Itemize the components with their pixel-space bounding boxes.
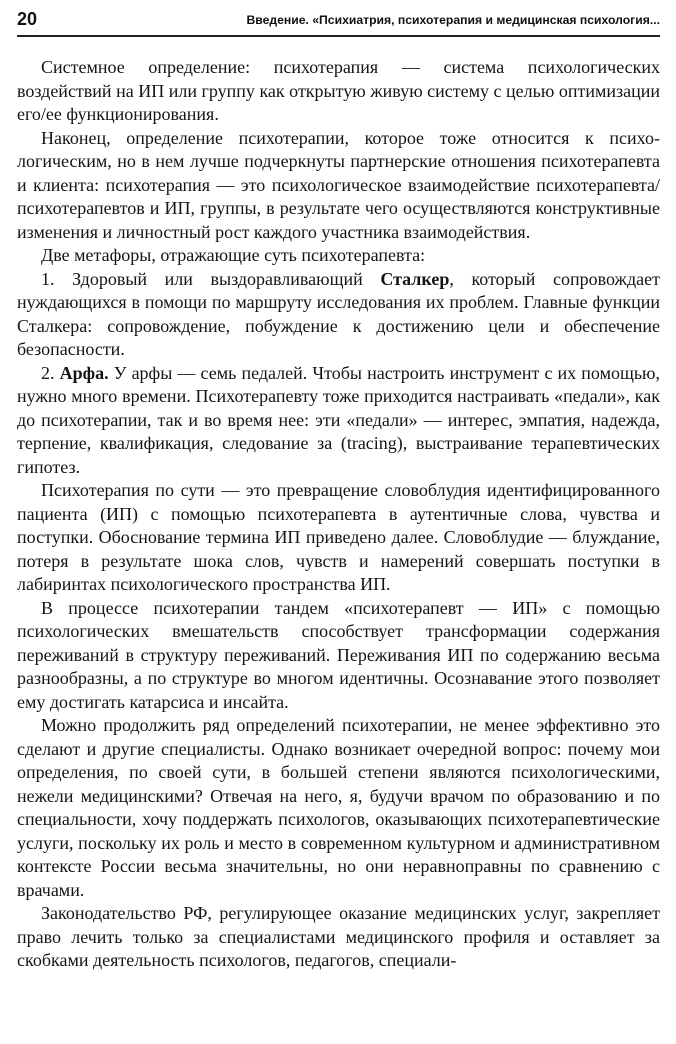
paragraph-suffix: , который сопровождает нуждающихся в помощи по маршруту исследования их проблем. Главные функции Сталкера: сопровождение, побуждение к достижению цели и обеспечение безопасности. <box>17 268 660 359</box>
paragraph: Законодательство РФ, регулирующее оказание медицинских услуг, закрепляет право лечить только за специалистами медицинского профиля и оставляет за скобками деятельность психологов, педагогов, специали- <box>17 903 660 970</box>
paragraph: Две метафоры, отражающие суть психотерапевта: <box>41 245 426 265</box>
paragraph-prefix: 1. Здоровый или выздоравливающий <box>41 268 381 289</box>
page-header <box>17 9 660 37</box>
paragraph: Наконец, определение психотерапии, которое тоже относится к психологическим, но в нем лучше подчеркнуты партнерские отношения психотерапевта и клиента: психотерапия — это психологическое взаимодействие психотерапевта/психотерапевтов и ИП, группы, в результате чего осуществляются конструктивные изменения и личностный рост каждого участника взаимодействия. <box>17 127 660 242</box>
bold-term-stalker: Сталкер <box>380 268 450 289</box>
bold-term-harp: Арфа. <box>59 362 109 383</box>
paragraph-prefix: 2. <box>41 362 60 383</box>
paragraph: Системное определение: психотерапия — система психологических воздействий на ИП или группу как открытую живую систему с целью оптимизации его/ее функционирования. <box>17 57 660 124</box>
paragraph: В процессе психотерапии тандем «психотерапевт — ИП» с помощью психологических вмешательств способствует трансформации содержания переживаний в структуру переживаний. Переживания ИП по содержанию весьма разнообразны, а по структуре во многом идентичны. Осознавание этого позволяет ему достигать катарсиса и инсайта. <box>17 597 660 712</box>
running-title: Введение. «Психиатрия, психотерапия и медицинская психология... <box>246 13 660 27</box>
body-text <box>17 56 660 973</box>
paragraph-harp <box>17 362 660 480</box>
paragraph: Можно продолжить ряд определений психотерапии, не менее эффективно это сделают и другие специалисты. Однако возникает очередной вопрос: почему мои определения, по своей сути, в большей степени являются психологическими, нежели медицинскими? Отвечая на него, я, будучи врачом по образованию и по специальности, хочу поддержать психологов, оказывающих психотерапевтические услуги, поскольку их роль и место в современном культурном и административном контексте России весьма значительны, но они неравноправны по сравнению с врачами. <box>17 715 660 900</box>
paragraph-stalker <box>17 268 660 362</box>
paragraph-suffix: У арфы — семь педалей. Чтобы настроить инструмент с их помощью, нужно много времени. Психотерапевту тоже приходится настраивать «педали», как до психотерапии, так и во время нее: эти «педали» — интерес, эмпатия, надежда, терпение, квалификация, следование за (tracing), выстраивание терапевтических гипотез. <box>17 362 661 477</box>
page-number: 20 <box>17 9 38 29</box>
paragraph: Психотерапия по сути — это превращение словоблудия идентифицированного пациента (ИП) с помощью психотерапевта в аутентичные слова, чувства и поступки. Обоснование термина ИП приведено далее. Словоблудие — блуждание, потеря в результате шока слов, чувств и намерений совершать поступки в лабиринтах психологического пространства ИП. <box>17 480 660 594</box>
